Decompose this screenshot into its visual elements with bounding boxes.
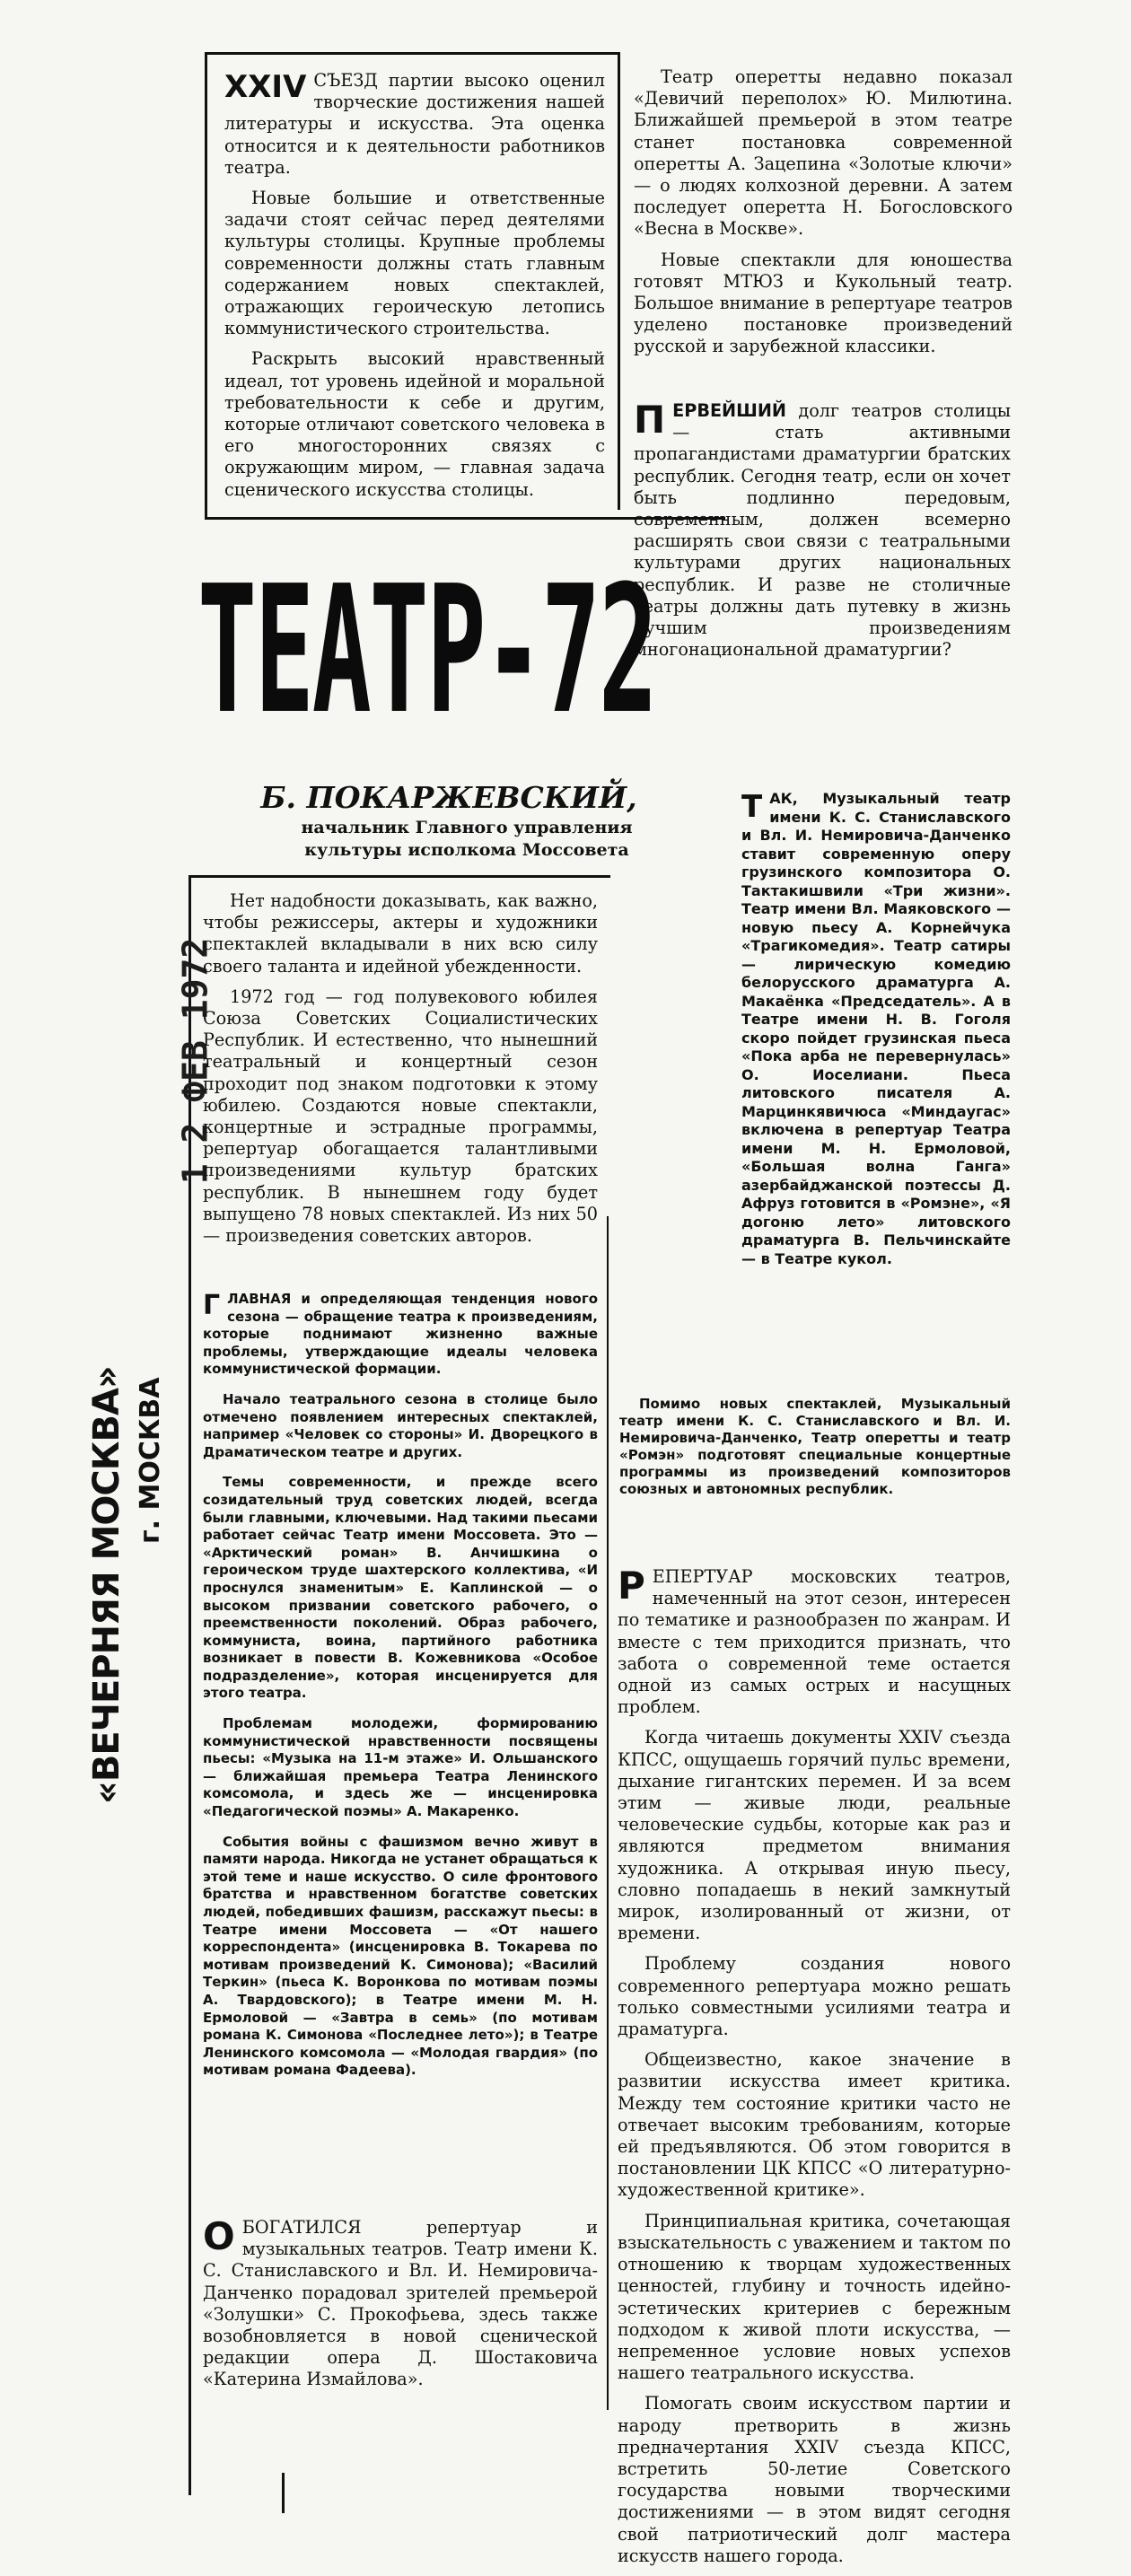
column-mid-left-bold xyxy=(203,1291,598,2092)
lead-word: ЕРВЕЙШИЙ xyxy=(672,400,786,421)
paragraph: Общеизвестно, какое значение в развитии искусства имеет критика. Между тем состояние критики часто не отвечает высоким требованиям, которые ей предъявляются. Об этом говорится в постановлении ЦК КПСС «О литературно-художественной критике». xyxy=(618,2049,1011,2201)
dropcap-xxiv: XXIV xyxy=(224,69,307,105)
archive-date-stamp: 1 2 ФЕВ 1972 xyxy=(175,937,215,1185)
paragraph: Новые спектакли для юношества готовят МТЮЗ и Кукольный театр. Большое внимание в репертуаре театров уделено постановке произведений русской и зарубежной классики. xyxy=(634,249,1013,357)
top-left-frame-left xyxy=(205,52,207,519)
author-position-2: культуры исполкома Моссовета xyxy=(304,840,629,860)
dropcap-t: Т xyxy=(741,789,763,825)
dropcap-o: О xyxy=(203,2214,235,2258)
paragraph: ЕПЕРТУАР московских театров, намеченный на этот сезон, интересен по тематике и разнообразен по жанрам. И вместе с тем приходится признать, что забота о современной теме остается одной из самых острых и насущных проблем. xyxy=(618,1566,1011,1718)
paragraph: Начало театрального сезона в столице было отмечено появлением интересных спектаклей, например «Человек со стороны» И. Дворецкого в Драматическом театре и других. xyxy=(203,1390,598,1460)
column-top-right xyxy=(634,66,1013,367)
author-name: Б. ПОКАРЖЕВСКИЙ, xyxy=(260,780,637,815)
byline xyxy=(180,779,718,862)
bottom-tick xyxy=(282,2473,285,2513)
paragraph: Когда читаешь документы XXIV съезда КПСС, ощущаешь горячий пульс времени, дыхание гигантских перемен. И за всем этим — живые люди, реальные человеческие судьбы, которые как раз и являются предметом внимания художника. А открывая иную пьесу, словно попадаешь в некий замкнутый мирок, изолированный от жизни, от времени. xyxy=(618,1727,1011,1944)
column-right-upper xyxy=(634,400,1011,670)
paragraph: Помимо новых спектаклей, Музыкальный театр имени К. С. Станиславского и Вл. И. Немировича-Данченко, Театр оперетты и театр «Ромэн» подготовят специальные концертные программы из произведений композиторов союзных и автономных республик. xyxy=(619,1396,1011,1497)
dropcap-p: П xyxy=(634,398,666,442)
paragraph: АК, Музыкальный театр имени К. С. Станиславского и Вл. И. Немировича-Данченко ставит современную оперу грузинского композитора О. Тактакишвили «Три жизни». Театр имени Вл. Маяковского — новую пьесу А. Корнейчука «Трагикомедия». Театр сатиры — лирическую комедию белорусского драматурга А. Макаёнка «Председатель». А в Театре имени Н. В. Гоголя скоро пойдет грузинская пьеса «Пока арба не перевернулась» О. Иоселиани. Пьеса литовского писателя А. Марцинкявичюса «Миндаугас» включена в репертуар Театра имени М. Н. Ермоловой, «Большая волна Ганга» азербайджанской поэтессы Д. Афруз готовится в «Ромэне», «Я догоню лето» литовского драматурга В. Пельчинскайте — в Театре кукол. xyxy=(741,790,1011,1267)
dropcap-g: Г xyxy=(203,1290,221,1321)
paragraph: Проблемам молодежи, формированию коммунистической нравственности посвящены пьесы: «Музыка на 11-м этаже» И. Ольшанского — ближайшая премьера Театра Ленинского комсомола, и здесь же — инсценировка «Педагогической поэмы» А. Макаренко. xyxy=(203,1715,598,1820)
paragraph: БОГАТИЛСЯ репертуар и музыкальных театров. Театр имени К. С. Станиславского и Вл. И. Немировича-Данченко порадовал зрителей премьерой «Золушки» С. Прокофьева, здесь также возобновляется в новой сценической редакции опера Д. Шостаковича «Катерина Измайлова». xyxy=(203,2217,598,2390)
city-stamp: г. МОСКВА xyxy=(135,1377,166,1544)
column-right-bold xyxy=(741,790,1011,1281)
paragraph: долг театров столицы — стать активными пропагандистами драматургии братских республик. Сегодня театр, если он хочет быть подлинно передовым, современным, должен всемерно расширять свои связи с театральными культурами других национальных республик. И разве не столичные театры должны дать путевку в жизнь лучшим произведениям многонациональной драматургии? xyxy=(634,400,1011,661)
paragraph: 1972 год — год полувекового юбилея Союза Советских Социалистических Республик. И естественно, что нынешний театральный и концертный сезон проходит под знаком подготовки к этому юбилею. Создаются новые спектакли, концертные и эстрадные программы, репертуар обогащается талантливыми произведениями культур братских республик. В нынешнем году будет выпущено 78 новых спектаклей. Из них 50 — произведения советских авторов. xyxy=(203,986,598,1247)
paragraph: События войны с фашизмом вечно живут в памяти народа. Никогда не устанет обращаться к этой теме и наше искусство. О силе фронтового братства и нравственном богатстве советских людей, победивших фашизм, расскажут пьесы: в Театре имени Моссовета — «От нашего корреспондента» (инсценировка В. Токарева по мотивам произведений К. Симонова); «Василий Теркин» (пьеса К. Воронкова по мотивам поэмы А. Твардовского); в Театре имени М. Н. Ермоловой — «Завтра в семь» (по мотивам романа К. Симонова «Последнее лето»); в Театре Ленинского комсомола — «Молодая гвардия» (по мотивам романа Фадеева). xyxy=(203,1833,598,2079)
top-left-frame-right xyxy=(618,52,620,510)
newspaper-name-stamp: «ВЕЧЕРНЯЯ МОСКВА» xyxy=(86,1366,127,1804)
mid-frame-right xyxy=(607,1216,609,2410)
paragraph: Проблему создания нового современного репертуара можно решать только совместными усилиями театра и драматурга. xyxy=(618,1953,1011,2040)
paragraph: СЪЕЗД партии высоко оценил творческие достижения нашей литературы и искусства. Эта оценка относится и к деятельности работников театра. xyxy=(224,70,605,178)
column-top-left xyxy=(224,70,605,510)
column-right-bold-2 xyxy=(619,1396,1011,1511)
column-right-lower xyxy=(618,1566,1011,2576)
paragraph: Новые большие и ответственные задачи стоят сейчас перед деятелями культуры столицы. Крупные проблемы современности должны стать главным содержанием новых спектаклей, отражающих героическую летопись коммунистического строительства. xyxy=(224,188,605,339)
column-mid-left-end xyxy=(203,2214,598,2400)
author-position: начальник Главного управления xyxy=(301,818,633,837)
column-mid-left xyxy=(203,890,598,1256)
paragraph: ЛАВНАЯ и определяющая тенденция нового сезона — обращение театра к произведениям, которые поднимают жизненно важные проблемы, утверждающие идеалы человека коммунистической формации. xyxy=(203,1291,598,1378)
mid-frame-top xyxy=(188,875,610,878)
top-left-frame-top xyxy=(205,52,619,55)
paragraph: Темы современности, и прежде всего созидательный труд советских людей, всегда были главными, ключевыми. Над такими пьесами работает сейчас Театр имени Моссовета. Это — «Арктический роман» В. Анчишкина о героическом труде шахтерского коллектива, «И проснулся знаменитым» Е. Каплинской — о высоком призвании советского рабочего, о преемственности поколений. Образ рабочего, коммуниста, воина, партийного работника возникает в повести В. Кожевникова «Особое подразделение», которая инсценируется для этого театра. xyxy=(203,1474,598,1702)
paragraph: Принципиальная критика, сочетающая взыскательность с уважением и тактом по отношению к творцам художественных ценностей, глубину и точность идейно-эстетических критериев с бережным подходом к живой плоти искусства, — непременное условие новых успехов нашего театрального искусства. xyxy=(618,2210,1011,2384)
paragraph: Нет надобности доказывать, как важно, чтобы режиссеры, актеры и художники спектаклей вкладывали в них всю силу своего таланта и идейной убежденности. xyxy=(203,890,598,977)
paragraph: Театр оперетты недавно показал «Девичий переполох» Ю. Милютина. Ближайшей премьерой в этом театре станет постановка современной оперетты А. Зацепина «Золотые ключи» — о людях колхозной деревни. А затем последует оперетта Н. Богословского «Весна в Москве». xyxy=(634,66,1013,240)
paragraph: Помогать своим искусством партии и народу претворить в жизнь предначертания XXIV съезда КПСС, встретить 50-летие Советского государства новыми творческими достижениями — в этом видят сегодня свой патриотический долг мастера искусств нашего города. xyxy=(618,2393,1011,2566)
headline: ТЕАТР-72 xyxy=(197,548,656,753)
dropcap-r: Р xyxy=(618,1564,645,1608)
paragraph: Раскрыть высокий нравственный идеал, тот уровень идейной и моральной требовательности к себе и другим, которые отличают советского человека в его многосторонних связях с окружающим миром, — главная задача сценического искусства столицы. xyxy=(224,348,605,500)
